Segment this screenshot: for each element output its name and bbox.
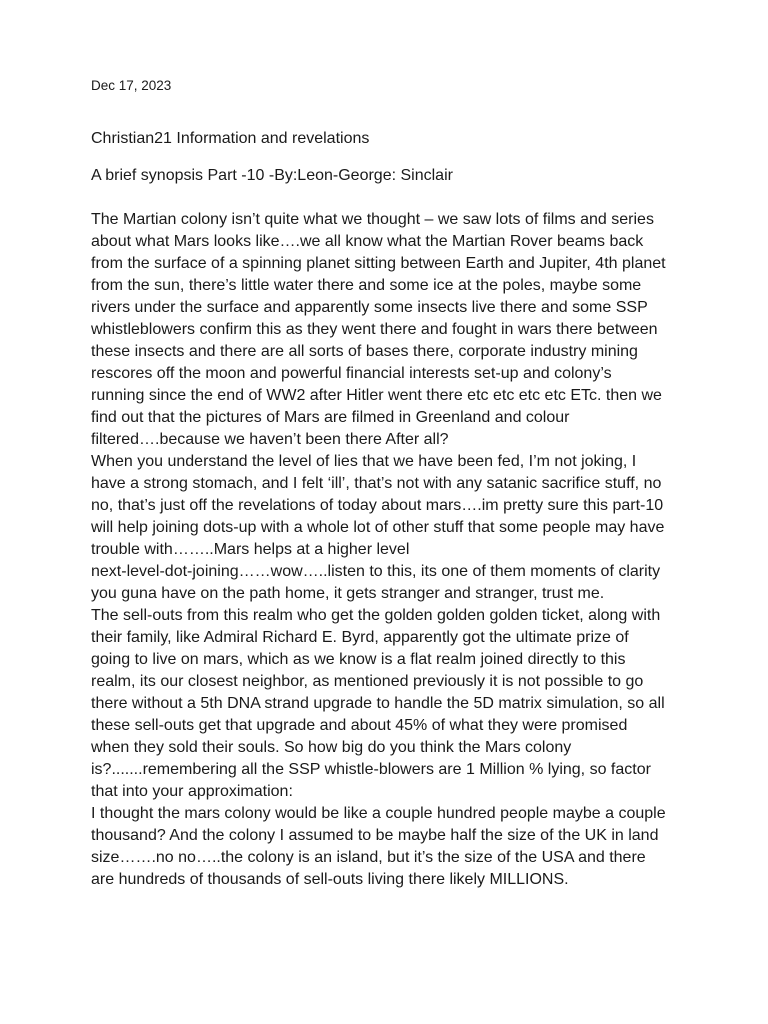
paragraph-line: their family, like Admiral Richard E. Byrd, apparently got the ultimate prize of: [91, 629, 629, 646]
document-subtitle: A brief synopsis Part -10 -By:Leon-George: Sinclair: [91, 167, 453, 184]
paragraph-line: The Martian colony isn’t quite what we thought – we saw lots of films and series: [91, 211, 654, 228]
paragraph-line: these sell-outs get that upgrade and about 45% of what they were promised: [91, 717, 628, 734]
paragraph-line: when they sold their souls. So how big do you think the Mars colony: [91, 739, 572, 756]
paragraph-line: find out that the pictures of Mars are filmed in Greenland and colour: [91, 409, 570, 426]
document-body: [91, 209, 691, 891]
paragraph-line: thousand? And the colony I assumed to be maybe half the size of the UK in land: [91, 827, 659, 844]
paragraph-line: I thought the mars colony would be like a couple hundred people maybe a couple: [91, 805, 666, 822]
paragraph-line: When you understand the level of lies that we have been fed, I’m not joking, I: [91, 453, 637, 470]
paragraph-line: that into your approximation:: [91, 783, 293, 800]
body-paragraph: [91, 451, 691, 605]
paragraph-line: The sell-outs from this realm who get the golden golden golden ticket, along with: [91, 607, 661, 624]
paragraph-line: from the sun, there’s little water there and some ice at the poles, maybe some: [91, 277, 642, 294]
paragraph-line: are hundreds of thousands of sell-outs living there likely MILLIONS.: [91, 871, 569, 888]
paragraph-line: you guna have on the path home, it gets stranger and stranger, trust me.: [91, 585, 605, 602]
document-title: Christian21 Information and revelations: [91, 130, 370, 147]
paragraph-line: will help joining dots-up with a whole lot of other stuff that some people may have: [91, 519, 665, 536]
paragraph-line: from the surface of a spinning planet sitting between Earth and Jupiter, 4th planet: [91, 255, 666, 272]
body-paragraph: [91, 605, 691, 803]
paragraph-line: these insects and there are all sorts of bases there, corporate industry mining: [91, 343, 638, 360]
paragraph-line: rivers under the surface and apparently some insects live there and some SSP: [91, 299, 648, 316]
paragraph-line: is?.......remembering all the SSP whistle-blowers are 1 Million % lying, so factor: [91, 761, 651, 778]
paragraph-line: about what Mars looks like….we all know what the Martian Rover beams back: [91, 233, 644, 250]
paragraph-line: no, that’s just off the revelations of today about mars….im pretty sure this part-10: [91, 497, 664, 514]
paragraph-line: there without a 5th DNA strand upgrade to handle the 5D matrix simulation, so all: [91, 695, 665, 712]
paragraph-line: next-level-dot-joining……wow…..listen to this, its one of them moments of clarity: [91, 563, 661, 580]
paragraph-line: have a strong stomach, and I felt ‘ill’, that’s not with any satanic sacrifice stuff, no: [91, 475, 662, 492]
paragraph-line: size…….no no…..the colony is an island, but it’s the size of the USA and there: [91, 849, 646, 866]
paragraph-line: trouble with……..Mars helps at a higher level: [91, 541, 410, 558]
document-page: [91, 76, 691, 891]
paragraph-line: rescores off the moon and powerful financial interests set-up and colony’s: [91, 365, 612, 382]
paragraph-line: filtered….because we haven’t been there After all?: [91, 431, 449, 448]
document-date: Dec 17, 2023: [91, 78, 172, 93]
paragraph-line: going to live on mars, which as we know is a flat realm joined directly to this: [91, 651, 626, 668]
paragraph-line: running since the end of WW2 after Hitler went there etc etc etc etc ETc. then we: [91, 387, 662, 404]
paragraph-line: whistleblowers confirm this as they went there and fought in wars there between: [91, 321, 658, 338]
paragraph-line: realm, its our closest neighbor, as mentioned previously it is not possible to go: [91, 673, 644, 690]
body-paragraph: [91, 803, 691, 891]
body-paragraph: [91, 209, 691, 451]
